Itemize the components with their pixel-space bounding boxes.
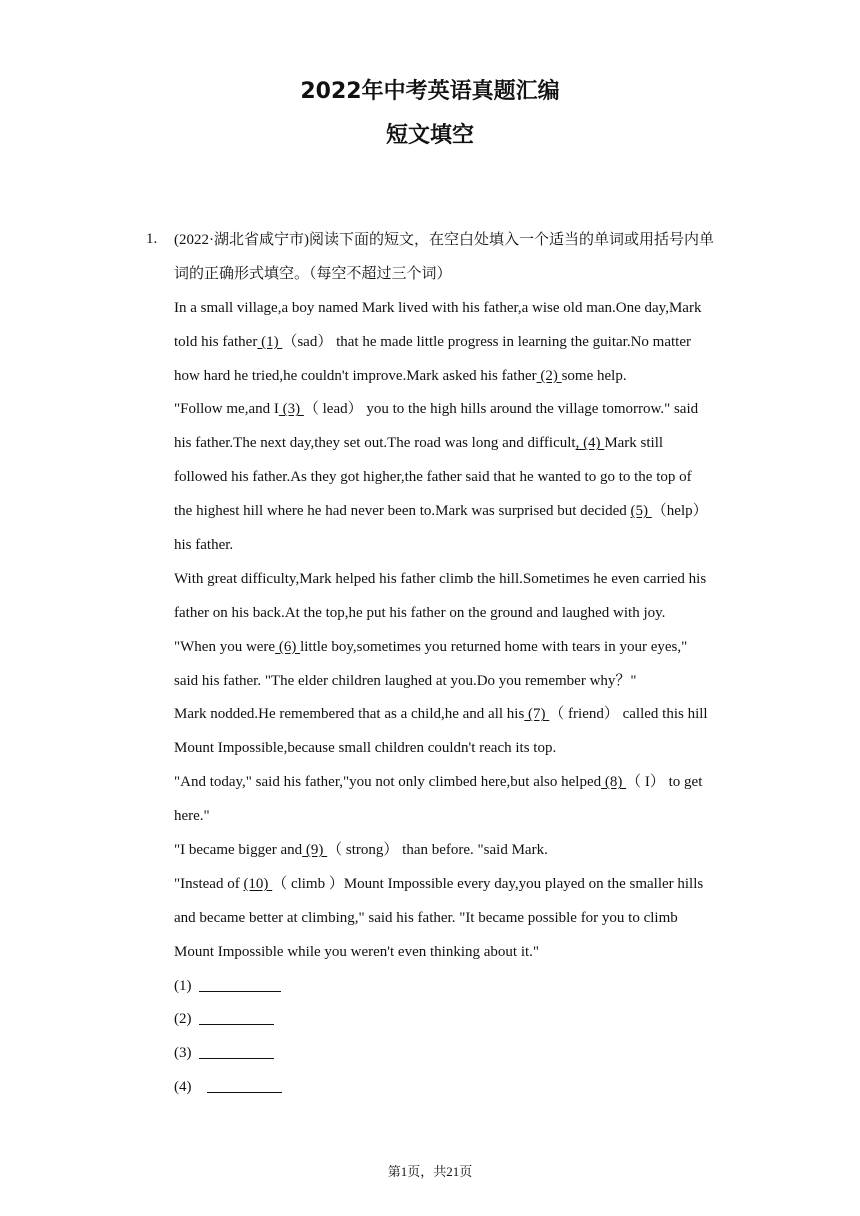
passage-text: "When you were bbox=[174, 638, 276, 655]
answer-spacer bbox=[192, 1011, 200, 1027]
passage-line bbox=[174, 597, 720, 631]
question-number: 1. bbox=[146, 231, 158, 247]
answer-label: (4) bbox=[174, 1079, 192, 1096]
passage-line bbox=[174, 766, 720, 800]
passage-text: （ I） to get bbox=[626, 774, 703, 791]
passage-text: （help） bbox=[651, 503, 708, 520]
passage-text: father on his back.At the top,he put his father on the ground and laughed with joy. bbox=[174, 604, 666, 621]
passage-text: （ friend） called this hill bbox=[549, 706, 708, 723]
passage-text: said his father. "The elder children laughed at you.Do you remember why？" bbox=[174, 672, 637, 689]
passage-text: Mount Impossible,because small children couldn't reach its top. bbox=[174, 740, 557, 757]
passage-text: Mark nodded.He remembered that as a child,he and all his bbox=[174, 706, 525, 723]
answer-spacer bbox=[192, 978, 200, 994]
passage-line bbox=[174, 563, 720, 597]
document-title: 2022年中考英语真题汇编 bbox=[300, 79, 560, 104]
blank-marker: (8) bbox=[601, 774, 627, 791]
passage-line bbox=[174, 698, 720, 732]
passage-text: （ strong） than before. "said Mark. bbox=[327, 842, 548, 859]
passage-text: his father.The next day,they set out.The road was long and difficult bbox=[174, 435, 576, 452]
passage-line bbox=[174, 393, 720, 427]
answer-spacer bbox=[192, 1079, 207, 1095]
passage-text: "I became bigger and bbox=[174, 842, 303, 859]
passage-text: （sad） that he made little progress in learning the guitar.No matter bbox=[282, 333, 691, 350]
answer-blank[interactable] bbox=[199, 1010, 274, 1025]
answer-label: (3) bbox=[174, 1045, 192, 1062]
page-footer: 第1页，共21页 bbox=[387, 1164, 473, 1179]
answer-line bbox=[174, 1071, 720, 1105]
passage-text: "Instead of bbox=[174, 875, 244, 892]
passage-line bbox=[174, 800, 720, 834]
passage-line bbox=[174, 427, 720, 461]
blank-marker: (7) bbox=[524, 706, 550, 723]
passage-text: here." bbox=[174, 808, 210, 825]
passage-text: how hard he tried,he couldn't improve.Mark asked his father bbox=[174, 367, 537, 384]
passage-line bbox=[174, 360, 720, 394]
blank-marker: (5) bbox=[630, 503, 652, 520]
passage-text: （ lead） you to the high hills around the village tomorrow." said bbox=[303, 401, 699, 418]
blank-marker: (6) bbox=[275, 638, 301, 655]
document-subtitle: 短文填空 bbox=[385, 123, 474, 148]
answer-label: (1) bbox=[174, 977, 192, 994]
passage-line bbox=[174, 224, 720, 258]
passage-text: "Follow me,and I bbox=[174, 401, 279, 418]
passage-text: the highest hill where he had never been to.Mark was surprised but decided bbox=[174, 503, 631, 520]
answer-blank[interactable] bbox=[199, 1044, 274, 1059]
blank-marker: (9) bbox=[302, 842, 328, 859]
passage-text: (2022·湖北省咸宁市)阅读下面的短文，在空白处填入一个适当的单词或用括号内单 bbox=[174, 232, 714, 248]
answer-line bbox=[174, 1037, 720, 1071]
passage-text: and became better at climbing," said his father. "It became possible for you to climb bbox=[174, 909, 678, 926]
answer-line bbox=[174, 970, 720, 1004]
passage-text: 词的正确形式填空。（每空不超过三个词） bbox=[174, 265, 452, 282]
passage-text: his father. bbox=[174, 537, 234, 554]
answer-line bbox=[174, 1003, 720, 1037]
passage-line bbox=[174, 292, 720, 326]
passage-text: Mount Impossible while you weren't even thinking about it." bbox=[174, 943, 540, 960]
passage-line bbox=[174, 461, 720, 495]
passage-text: With great difficulty,Mark helped his father climb the hill.Sometimes he even carried his bbox=[174, 570, 707, 587]
passage-line bbox=[174, 732, 720, 766]
passage-text: In a small village,a boy named Mark lived with his father,a wise old man.One day,Mark bbox=[174, 299, 702, 316]
passage-line bbox=[174, 326, 720, 360]
passage-line bbox=[174, 665, 720, 699]
passage-line bbox=[174, 258, 720, 292]
passage-text: followed his father.As they got higher,the father said that he wanted to go to the top of bbox=[174, 469, 692, 486]
passage-text: little boy,sometimes you returned home with tears in your eyes," bbox=[300, 638, 688, 655]
blank-marker: (10) bbox=[243, 875, 273, 892]
passage-line bbox=[174, 631, 720, 665]
passage-line bbox=[174, 834, 720, 868]
answer-spacer bbox=[192, 1045, 200, 1061]
passage-line bbox=[174, 529, 720, 563]
blank-marker: , (4) bbox=[575, 435, 605, 452]
blank-marker: (3) bbox=[278, 401, 304, 418]
blank-marker: (2) bbox=[536, 367, 562, 384]
blank-marker: (1) bbox=[257, 333, 283, 350]
passage-text: （ climb ）Mount Impossible every day,you played on the smaller hills bbox=[272, 875, 704, 892]
answer-blank[interactable] bbox=[199, 977, 281, 992]
passage-text: "And today," said his father,"you not only climbed here,but also helped bbox=[174, 774, 602, 791]
passage-line bbox=[174, 902, 720, 936]
answer-label: (2) bbox=[174, 1011, 192, 1028]
passage-line bbox=[174, 936, 720, 970]
passage-text: some help. bbox=[561, 367, 627, 384]
passage-line bbox=[174, 495, 720, 529]
passage-text: Mark still bbox=[604, 435, 664, 452]
passage-text: told his father bbox=[174, 333, 258, 350]
question-passage bbox=[174, 224, 720, 1105]
passage-line bbox=[174, 868, 720, 902]
answer-blank[interactable] bbox=[207, 1078, 282, 1093]
